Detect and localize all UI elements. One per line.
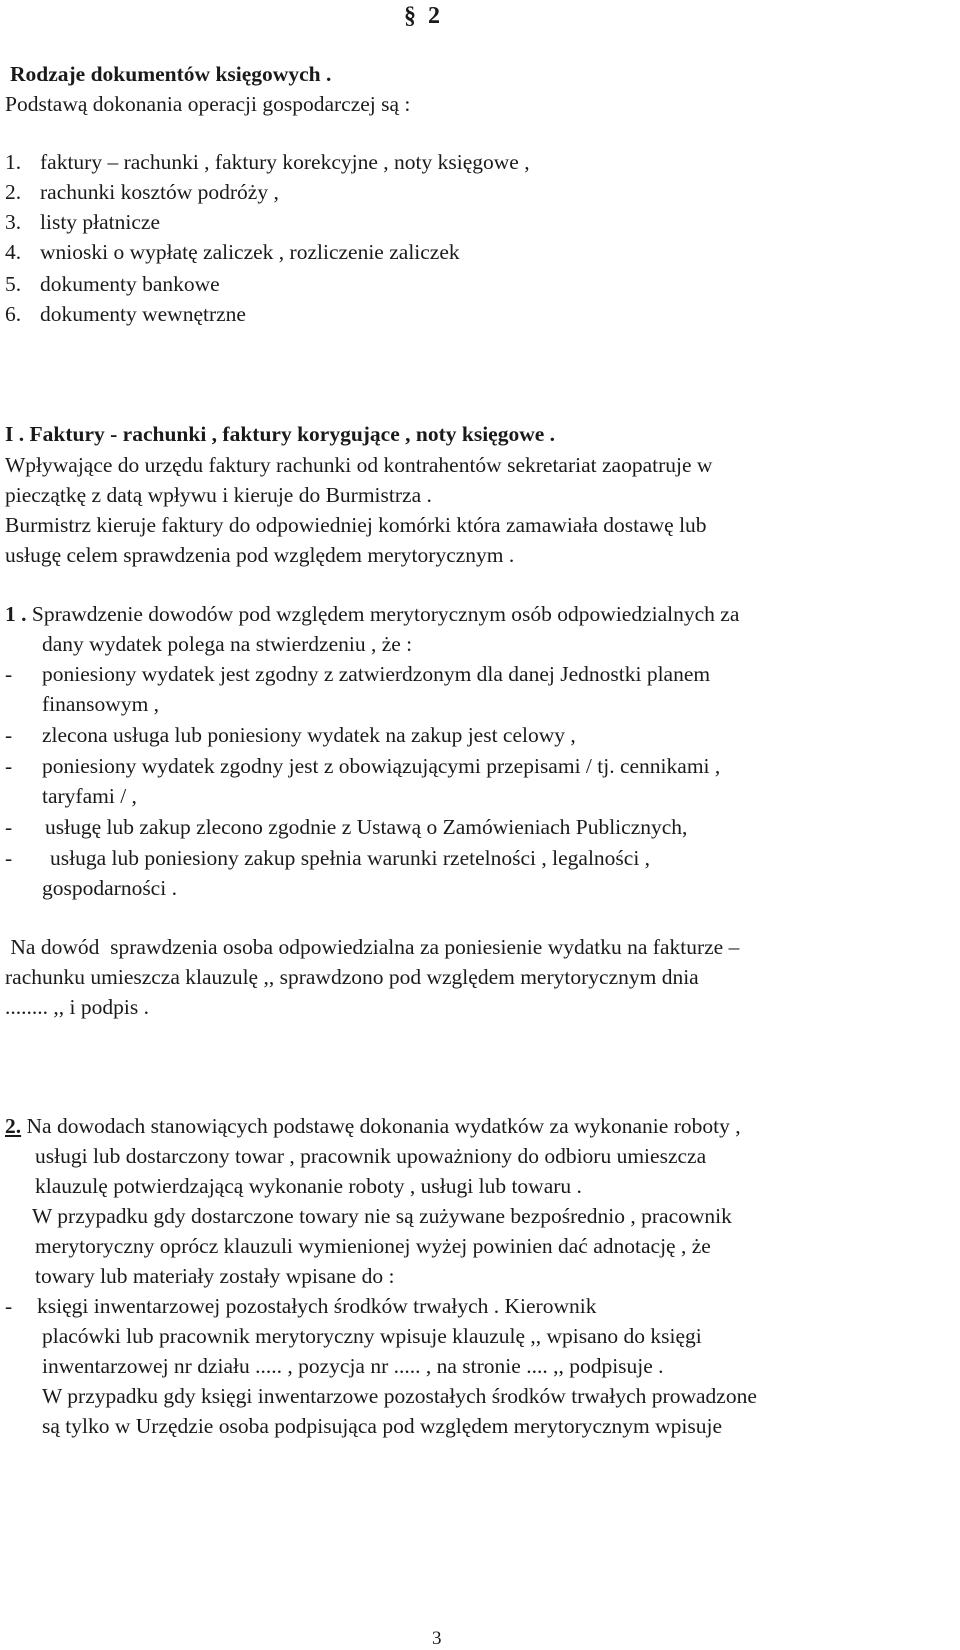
paragraph-line: gospodarności . (42, 876, 177, 900)
point-number: 2. (5, 1114, 22, 1138)
paragraph-line: merytoryczny oprócz klauzuli wymienionej wyżej powinien dać adnotację , że (35, 1234, 711, 1258)
document-title: Rodzaje dokumentów księgowych . (10, 62, 332, 86)
bullet-item: - usługa lub poniesiony zakup spełnia warunki rzetelności , legalności , (5, 846, 651, 870)
section-header (404, 2, 440, 30)
numbered-point: 2. Na dowodach stanowiących podstawę dokonania wydatków za wykonanie roboty , (5, 1114, 741, 1138)
paragraph-line: W przypadku gdy księgi inwentarzowe pozostałych środków trwałych prowadzone (42, 1384, 757, 1408)
list-item: 1. faktury – rachunki , faktury korekcyjne , noty księgowe , (5, 150, 530, 174)
clause-line: Na dowód sprawdzenia osoba odpowiedzialna za poniesienie wydatku na fakturze – (5, 935, 740, 959)
list-item: 5. dokumenty bankowe (5, 272, 220, 296)
clause-line: rachunku umieszcza klauzulę ,, sprawdzono pod względem merytorycznym dnia (5, 965, 699, 989)
point-number: 1 . (5, 602, 27, 626)
paragraph-line: Burmistrz kieruje faktury do odpowiedniej komórki która zamawiała dostawę lub (5, 513, 707, 537)
paragraph-line: są tylko w Urzędzie osoba podpisująca pod względem merytorycznym wpisuje (42, 1414, 723, 1438)
intro-text: Podstawą dokonania operacji gospodarczej są : (5, 92, 411, 116)
paragraph-line: pieczątkę z datą wpływu i kieruje do Burmistrza . (5, 483, 432, 507)
bullet-item: - poniesiony wydatek zgodny jest z obowiązującymi przepisami / tj. cennikami , (5, 754, 721, 778)
bullet-item: - księgi inwentarzowej pozostałych środków trwałych . Kierownik (5, 1294, 597, 1318)
paragraph-line: finansowym , (42, 692, 160, 716)
section-heading: I . Faktury - rachunki , faktury korygujące , noty księgowe . (5, 422, 556, 446)
paragraph-line: W przypadku gdy dostarczone towary nie są zużywane bezpośrednio , pracownik (32, 1204, 732, 1228)
list-item: 6. dokumenty wewnętrzne (5, 302, 246, 326)
paragraph-line: klauzulę potwierdzającą wykonanie roboty , usługi lub towaru . (35, 1174, 582, 1198)
list-item: 3. listy płatnicze (5, 210, 161, 234)
paragraph-line: taryfami / , (42, 784, 137, 808)
paragraph-line: towary lub materiały zostały wpisane do : (35, 1264, 395, 1288)
list-item: 2. rachunki kosztów podróży , (5, 180, 279, 204)
numbered-point: 1 . Sprawdzenie dowodów pod względem merytorycznym osób odpowiedzialnych za (5, 602, 740, 626)
bullet-item: - zlecona usługa lub poniesiony wydatek na zakup jest celowy , (5, 723, 576, 747)
paragraph-line: inwentarzowej nr działu ..... , pozycja nr ..... , na stronie .... ,, podpisuje . (42, 1354, 664, 1378)
clause-line: ........ ,, i podpis . (5, 995, 149, 1019)
paragraph-line: dany wydatek polega na stwierdzeniu , że : (42, 632, 413, 656)
page-number: 3 (432, 1628, 442, 1649)
paragraph-line: usługi lub dostarczony towar , pracownik upoważniony do odbioru umieszcza (35, 1144, 707, 1168)
bullet-item: - usługę lub zakup zlecono zgodnie z Ustawą o Zamówieniach Publicznych, (5, 815, 688, 839)
bullet-item: - poniesiony wydatek jest zgodny z zatwierdzonym dla danej Jednostki planem (5, 662, 711, 686)
paragraph-line: usługę celem sprawdzenia pod względem merytorycznym . (5, 543, 515, 567)
section-mark: § (404, 3, 416, 29)
list-item: 4. wnioski o wypłatę zaliczek , rozliczenie zaliczek (5, 240, 460, 264)
paragraph-line: placówki lub pracownik merytoryczny wpisuje klauzulę ,, wpisano do księgi (42, 1324, 702, 1348)
section-number: 2 (428, 3, 440, 29)
paragraph-line: Wpływające do urzędu faktury rachunki od kontrahentów sekretariat zaopatruje w (5, 453, 713, 477)
